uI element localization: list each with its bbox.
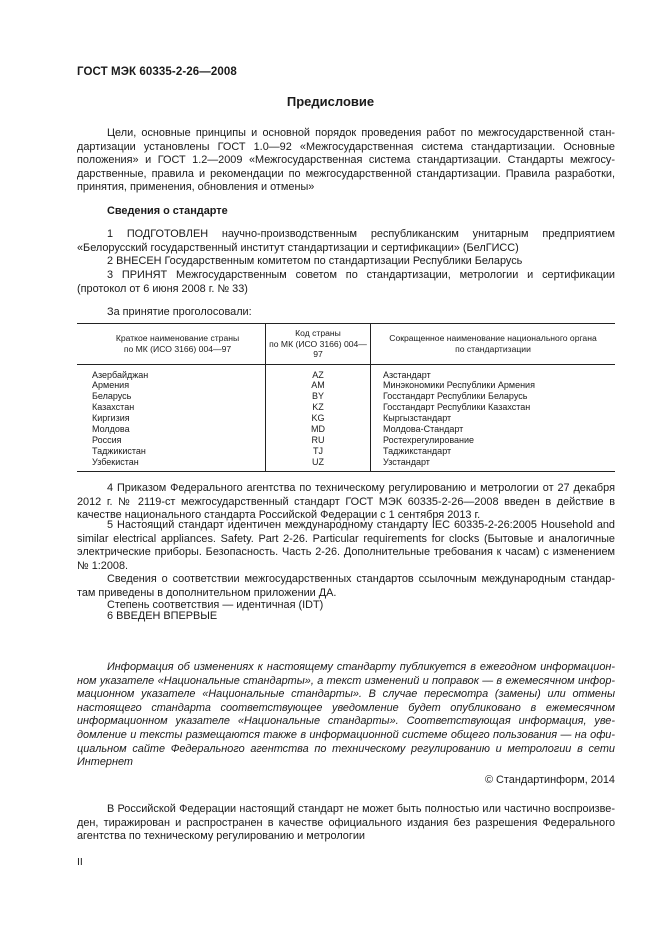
restriction-line: ден, тиражирован и распространен в качестве официального издания без разрешения Федерального	[77, 816, 615, 829]
item-5	[77, 519, 615, 573]
table-row	[77, 402, 615, 413]
item-3-line: (протокол от 6 июня 2008 г. № 33)	[77, 282, 248, 295]
intro-line: положения» и ГОСТ 1.2—2009 «Межгосударственная система стандартизации. Стандарты межгосу-	[77, 154, 615, 167]
country-cell: Киргизия	[92, 413, 130, 424]
info-heading: Сведения о стандарте	[107, 205, 228, 217]
notice-line: циальном сайте Федерального агентства по техническому регулированию и метрологии в сети	[77, 742, 615, 755]
table-header-country: Краткое наименование страны по МК (ИСО 3166) 004—97	[77, 324, 266, 365]
amendments-notice	[77, 661, 615, 770]
page-title: Предисловие	[286, 94, 375, 109]
item-2: 2 ВНЕСЕН Государственным комитетом по стандартизации Республики Беларусь	[107, 255, 523, 267]
intro-line: принятия, применения, обновления и отмены»	[77, 181, 315, 194]
code-cell: KG	[266, 413, 371, 424]
notice-line: мационном указателе «Национальные стандарты». В случае пересмотра (замены) или отмены	[77, 688, 615, 701]
notice-line: настоящего стандарта соответствующее уведомление будет опубликовано в ежемесячном	[77, 701, 615, 714]
table-header-agency: Сокращенное наименование национального органа по стандартизации	[371, 324, 616, 365]
table-row	[77, 424, 615, 435]
page-number: II	[77, 856, 83, 868]
item-6: 6 ВВЕДЕН ВПЕРВЫЕ	[107, 610, 218, 622]
table-row	[77, 446, 615, 457]
item-5-line: электрические приборы. Безопасность. Часть 2-26. Дополнительные требования к часам) с изменением	[77, 546, 615, 559]
agency-cell: Азстандарт	[371, 364, 616, 380]
degree-of-conformity: Степень соответствия — идентичная (IDT)	[107, 599, 324, 611]
conformity-line: Сведения о соответствии межгосударственных стандартов ссылочным международным стандар-	[107, 573, 615, 585]
restriction-line: В Российской Федерации настоящий стандарт не может быть полностью или частично воспроизве-	[107, 803, 615, 815]
code-cell: TJ	[266, 446, 371, 457]
conformity-note	[77, 573, 615, 600]
notice-line: информационном указателе «Национальные стандарты». Соответствующая информация, уве-	[77, 715, 615, 728]
notice-line: ном указателе «Национальные стандарты», а текст изменений и поправок — в ежемесячном инфор-	[77, 674, 615, 687]
code-cell: RU	[266, 435, 371, 446]
item-5-line: 5 Настоящий стандарт идентичен международному стандарту IEC 60335-2-26:2005 Household and	[107, 519, 615, 531]
notice-line: домление и тексты размещаются также в информационной системе общего пользования — на офи-	[77, 728, 615, 741]
table-header-row	[77, 324, 615, 365]
agency-cell: Кыргызстандарт	[371, 413, 616, 424]
countries-table	[77, 323, 615, 472]
country-cell: Россия	[92, 434, 122, 445]
item-4-line: 4 Приказом Федерального агентства по техническому регулированию и метрологии от 27 декабря	[107, 482, 615, 494]
agency-cell: Молдова-Стандарт	[371, 424, 616, 435]
country-cell: Казахстан	[92, 402, 135, 413]
item-1-line: 1 ПОДГОТОВЛЕН научно-производственным республиканским унитарным предприятием	[107, 228, 615, 240]
conformity-line: там приведены в дополнительном приложении ДА.	[77, 586, 337, 599]
agency-cell: Узстандарт	[371, 457, 616, 471]
table-row	[77, 435, 615, 446]
copyright: © Стандартинформ, 2014	[484, 774, 615, 786]
code-cell: MD	[266, 424, 371, 435]
reproduction-restriction	[77, 803, 615, 844]
country-cell: Армения	[92, 380, 130, 391]
item-5-line: № 1:2008.	[77, 559, 129, 572]
item-3	[77, 269, 615, 296]
table-row	[77, 413, 615, 424]
table-row	[77, 391, 615, 402]
item-1-line: «Белорусский государственный институт стандартизации и сертификации» (БелГИСС)	[77, 241, 519, 254]
code-cell: UZ	[266, 457, 371, 471]
country-cell: Узбекистан	[77, 457, 266, 471]
intro-line: Цели, основные принципы и основной порядок проведения работ по межгосударственной стан-	[107, 127, 615, 139]
country-cell: Азербайджан	[92, 369, 149, 380]
country-cell: Молдова	[92, 424, 130, 435]
voted-label: За принятие проголосовали:	[107, 306, 252, 318]
code-cell: KZ	[266, 402, 371, 413]
agency-cell: Госстандарт Республики Беларусь	[371, 391, 616, 402]
notice-line: Интернет	[77, 756, 133, 769]
intro-line: дартизации установлены ГОСТ 1.0—92 «Межгосударственная система стандартизации. Основные	[77, 140, 615, 153]
country-cell: Таджикистан	[92, 445, 146, 456]
agency-cell: Минэкономики Республики Армения	[371, 380, 616, 391]
restriction-line: агентства по техническому регулированию и метрологии	[77, 830, 365, 843]
document-header: ГОСТ МЭК 60335-2-26—2008	[77, 66, 237, 78]
code-cell: AZ	[266, 364, 371, 380]
table-row	[77, 380, 615, 391]
item-5-line: similar electrical appliances. Safety. Part 2-26. Particular requirements for clocks (Бытовые и аналогичные	[77, 532, 615, 545]
agency-cell: Таджикстандарт	[371, 446, 616, 457]
intro-paragraph	[77, 127, 615, 195]
code-cell: AM	[266, 380, 371, 391]
country-cell: Беларусь	[92, 391, 132, 402]
agency-cell: Госстандарт Республики Казахстан	[371, 402, 616, 413]
intro-line: дарственные, правила и рекомендации по межгосударственной стандартизации. Правила разработки,	[77, 167, 615, 180]
table-header-code: Код страны по МК (ИСО 3166) 004—97	[266, 324, 371, 365]
item-4-line: 2012 г. № 2119-ст межгосударственный стандарт ГОСТ МЭК 60335-2-26—2008 введен в действие в	[77, 495, 615, 508]
agency-cell: Ростехрегулирование	[371, 435, 616, 446]
table-row	[77, 364, 615, 380]
notice-line: Информация об изменениях к настоящему стандарту публикуется в ежегодном информацион-	[107, 661, 615, 673]
item-4-line: качестве национального стандарта Российской Федерации с 1 сентября 2013 г.	[77, 509, 481, 522]
item-4	[77, 482, 615, 523]
code-cell: BY	[266, 391, 371, 402]
item-1	[77, 228, 615, 255]
table-row	[77, 457, 615, 471]
item-3-line: 3 ПРИНЯТ Межгосударственным советом по стандартизации, метрологии и сертификации	[107, 269, 615, 281]
